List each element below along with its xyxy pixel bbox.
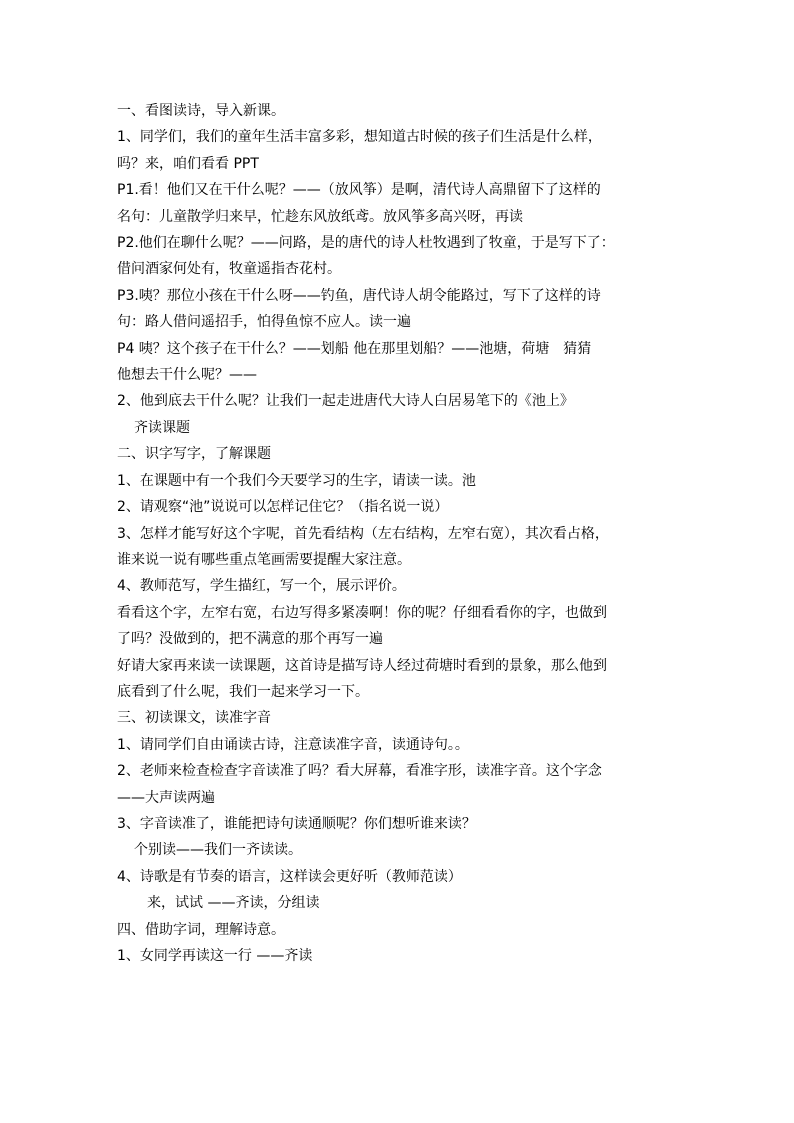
section-heading-3: 三、初读课文，读准字音	[117, 710, 271, 727]
paragraph-line: 3、字音读准了，谁能把诗句读通顺呢？你们想听谁来读？	[117, 815, 476, 832]
paragraph-line: 1、请同学们自由诵读古诗，注意读准字音，读通诗句。。	[117, 736, 469, 753]
paragraph-line: 3、怎样才能写好这个字呢，首先看结构（左右结构，左窄右宽），其次看占格，	[117, 525, 609, 542]
paragraph-line: 借问酒家何处有，牧童遥指杏花村。	[117, 261, 341, 278]
paragraph-line: 4、诗歌是有节奏的语言，这样读会更好听（教师范读）	[117, 868, 462, 885]
paragraph-line: 1、同学们，我们的童年生活丰富多彩，想知道古时候的孩子们生活是什么样，	[117, 129, 602, 146]
paragraph-line: 好请大家再来读一读课题，这首诗是描写诗人经过荷塘时看到的景象，那么他到	[117, 657, 607, 674]
paragraph-line: 看看这个字，左窄右宽，右边写得多紧凑啊！你的呢？仔细看看你的字，也做到	[117, 604, 607, 621]
section-heading-2: 二、识字写字，了解课题	[117, 446, 271, 463]
paragraph-line: 他想去干什么呢？——	[117, 367, 257, 384]
paragraph-line: 个别读——我们一齐读读。	[134, 842, 302, 859]
paragraph-line: 吗？来，咱们看看 PPT	[117, 155, 259, 172]
paragraph-line: 1、女同学再读这一行 ——齐读	[117, 948, 313, 964]
paragraph-line: 1、在课题中有一个我们今天要学习的生字，请读一读。池	[117, 472, 476, 489]
paragraph-line: 4、教师范写，学生描红，写一个，展示评价。	[117, 578, 406, 595]
paragraph-line: 了吗？没做到的，把不满意的那个再写一遍	[117, 631, 383, 648]
paragraph-line: P2.他们在聊什么呢？——问路，是的唐代的诗人杜牧遇到了牧童，于是写下了：	[117, 235, 615, 252]
document-body	[117, 98, 677, 969]
paragraph-line: 名句：儿童散学归来早，忙趁东风放纸鸢。放风筝多高兴呀，再读	[117, 208, 523, 225]
paragraph-line: 句：路人借问遥招手，怕得鱼惊不应人。读一遍	[117, 314, 411, 331]
section-heading-4: 四、借助字词，理解诗意。	[117, 921, 285, 938]
paragraph-line: 来，试试 ——齐读，分组读	[147, 895, 320, 912]
paragraph-line: 2、他到底去干什么呢？让我们一起走进唐代大诗人白居易笔下的《池上》	[117, 393, 574, 410]
paragraph-line: P1.看！他们又在干什么呢？——（放风筝）是啊，清代诗人高鼎留下了这样的	[117, 182, 601, 199]
paragraph-line: P3.咦？那位小孩在干什么呀——钓鱼，唐代诗人胡令能路过，写下了这样的诗	[117, 287, 601, 304]
paragraph-line: 底看到了什么呢，我们一起来学习一下。	[117, 683, 369, 700]
paragraph-line: 齐读课题	[134, 419, 190, 436]
paragraph-line: 2、老师来检查检查字音读准了吗？看大屏幕，看准字形，读准字音。这个字念	[117, 763, 602, 780]
paragraph-line: 2、请观察“池”说说可以怎样记住它？（指名说一说）	[117, 499, 449, 516]
paragraph-line: ——大声读两遍	[117, 789, 215, 806]
section-heading-1: 一、看图读诗，导入新课。	[117, 103, 285, 119]
paragraph-line: 谁来说一说有哪些重点笔画需要提醒大家注意。	[117, 551, 411, 568]
paragraph-line: P4 咦？这个孩子在干什么？——划船 他在那里划船？——池塘，荷塘 猜猜	[117, 340, 592, 357]
